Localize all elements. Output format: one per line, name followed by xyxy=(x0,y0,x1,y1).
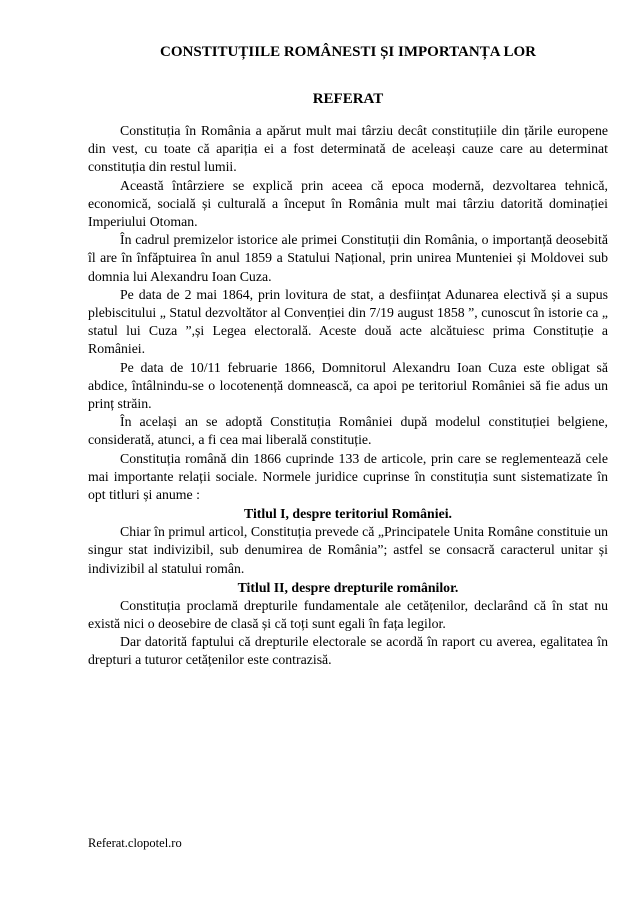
paragraph: Pe data de 10/11 februarie 1866, Domnitorul Alexandru Ioan Cuza este obligat să abdice, întâlnindu-se o locotenență domnească, ca apoi pe teritoriul României să fie adus un prinț străin. xyxy=(88,359,608,412)
paragraph: Constituția în România a apărut mult mai târziu decât constituțiile din țările europene din vest, cu toate că apariția ei a fost determinată de aceleași cauze care au determinat constituția din restul lumii. xyxy=(88,123,608,175)
paragraph: În cadrul premizelor istorice ale primei Constituții din România, o importanță deosebită îl are în înfăptuirea în anul 1859 a Statului Național, prin unirea Munteniei și Moldovei sub domnia lui Alexandru Ioan Cuza. xyxy=(88,232,608,284)
paragraph: Constituția română din 1866 cuprinde 133 de articole, prin care se reglementează cele mai importante relații sociale. Normele juridice cuprinse în constituția sunt sistematizate în opt titluri și anume : xyxy=(88,450,608,503)
document-body xyxy=(88,122,608,670)
section-heading-title-1: Titlul I, despre teritoriul României. xyxy=(244,506,452,522)
section-heading-title-2: Titlul II, despre drepturile românilor. xyxy=(237,579,459,595)
paragraph: În același an se adoptă Constituția României după modelul constituției belgiene, considerată, atunci, a fi cea mai liberală constituție. xyxy=(88,414,608,448)
paragraph: Dar datorită faptului că drepturile electorale se acordă în raport cu averea, egalitatea în drepturi a tuturor cetățenilor este contrazisă. xyxy=(88,634,608,668)
document-page xyxy=(88,0,608,903)
document-title: CONSTITUȚIILE ROMÂNESTI ȘI IMPORTANȚA LOR xyxy=(160,44,536,60)
paragraph: Chiar în primul articol, Constituția prevede că „Principatele Unita Române constituie un singur stat indivizibil, sub denumirea de România”; astfel se consacră caracterul unitar și indivizibil al statului român. xyxy=(88,524,608,576)
paragraph: Această întârziere se explică prin aceea că epoca modernă, dezvoltarea tehnică, economică, socială și culturală a început în România mult mai târziu datorită dominației Imperiului Otoman. xyxy=(88,177,608,230)
document-subtitle: REFERAT xyxy=(312,91,384,107)
page-footer: Referat.clopotel.ro xyxy=(88,836,182,850)
paragraph: Pe data de 2 mai 1864, prin lovitura de stat, a desființat Adunarea electivă și a supus plebiscitului „ Statul dezvoltător al Convenției din 7/19 august 1858 ”, cunoscut în istorie ca „ statul lui Cuza ”,și Legea electorală. Aceste două acte alcătuiesc prima Constituție a României. xyxy=(88,286,608,357)
paragraph: Constituția proclamă drepturile fundamentale ale cetățenilor, declarând că în stat nu există nici o deosebire de clasă și că toți sunt egali în fața legilor. xyxy=(88,597,608,632)
